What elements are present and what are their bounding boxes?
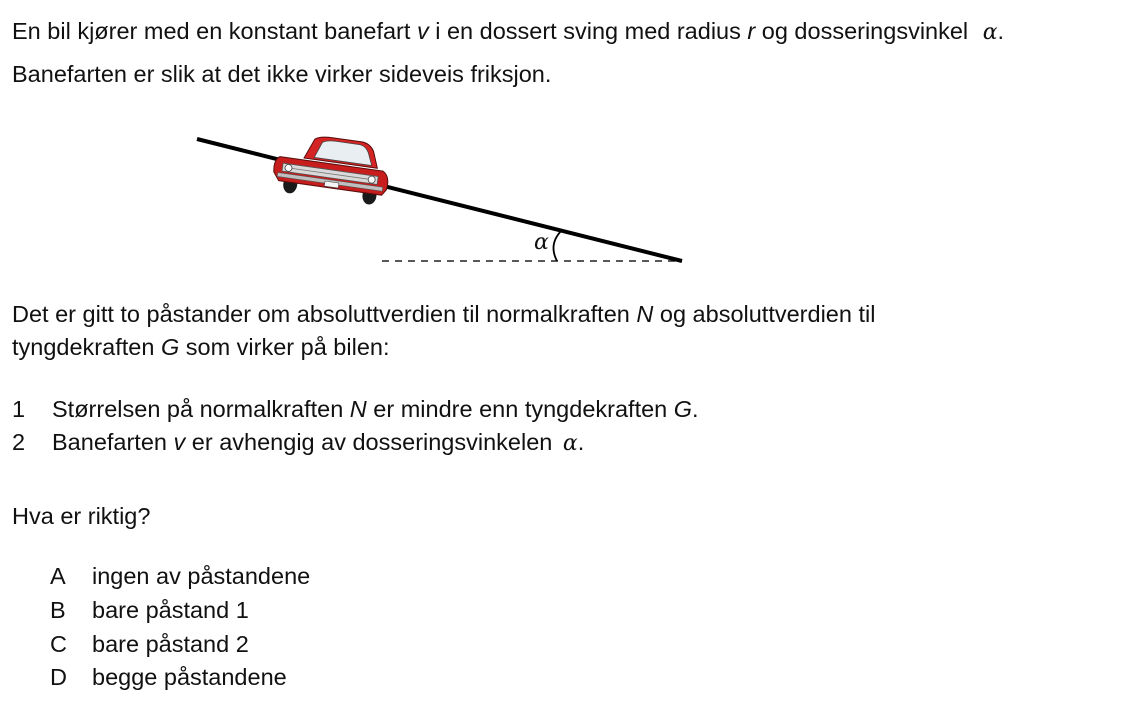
statement-var-2: G — [673, 396, 693, 422]
statement-var-1: v — [173, 429, 186, 455]
intro-text-b: i en dossert sving med radius — [428, 18, 748, 44]
intro-line-1 — [12, 16, 1004, 48]
option-letter: C — [50, 631, 67, 657]
statement-intro-line-1 — [12, 299, 875, 329]
angle-arc — [553, 230, 562, 261]
banked-road-line — [197, 139, 682, 261]
option-text: bare påstand 1 — [92, 597, 249, 623]
statement-intro-line-2 — [12, 332, 390, 362]
statement-number: 1 — [12, 396, 26, 422]
question-text: Hva er riktig? — [12, 503, 151, 529]
statement-intro-text-d: som virker på bilen: — [179, 334, 390, 360]
statement-text-c: . — [692, 396, 699, 422]
statement-text-c: . — [577, 429, 585, 455]
option-letter: D — [50, 664, 67, 690]
option-d[interactable] — [50, 662, 287, 692]
option-text: ingen av påstandene — [92, 563, 311, 589]
option-a[interactable] — [50, 561, 310, 591]
statement-intro-text-a: Det er gitt to påstander om absoluttverdien til normalkraften — [12, 301, 637, 327]
statement-intro-text-c: tyngdekraften — [12, 334, 161, 360]
option-b[interactable] — [50, 595, 249, 625]
var-alpha: α — [982, 20, 998, 45]
statement-var-2: α — [562, 431, 578, 456]
option-letter: A — [50, 563, 66, 589]
car-image — [271, 130, 393, 206]
option-c[interactable] — [50, 629, 249, 659]
statement-1 — [12, 394, 699, 424]
banked-curve-figure — [190, 112, 690, 272]
intro-end: . — [997, 18, 1005, 44]
intro-text-a: En bil kjører med en konstant banefart — [12, 18, 417, 44]
option-text: begge påstandene — [92, 664, 287, 690]
statement-text-b: er avhengig av dosseringsvinkelen — [185, 429, 559, 455]
statement-number: 2 — [12, 429, 26, 455]
statement-text-b: er mindre enn tyngdekraften — [366, 396, 674, 422]
intro-line-2: Banefarten er slik at det ikke virker sideveis friksjon. — [12, 61, 552, 87]
var-v: v — [416, 18, 429, 44]
var-G: G — [160, 334, 180, 360]
statement-var-1: N — [349, 396, 367, 422]
statement-intro-text-b: og absoluttverdien til — [653, 301, 876, 327]
statement-text-a: Banefarten — [52, 429, 174, 455]
option-text: bare påstand 2 — [92, 631, 249, 657]
statement-2 — [12, 427, 584, 459]
var-r: r — [747, 18, 756, 44]
var-N: N — [636, 301, 654, 327]
option-letter: B — [50, 597, 66, 623]
intro-text-c: og dosseringsvinkel — [755, 18, 975, 44]
statement-text-a: Størrelsen på normalkraften — [52, 396, 350, 422]
angle-label: α — [534, 230, 549, 255]
